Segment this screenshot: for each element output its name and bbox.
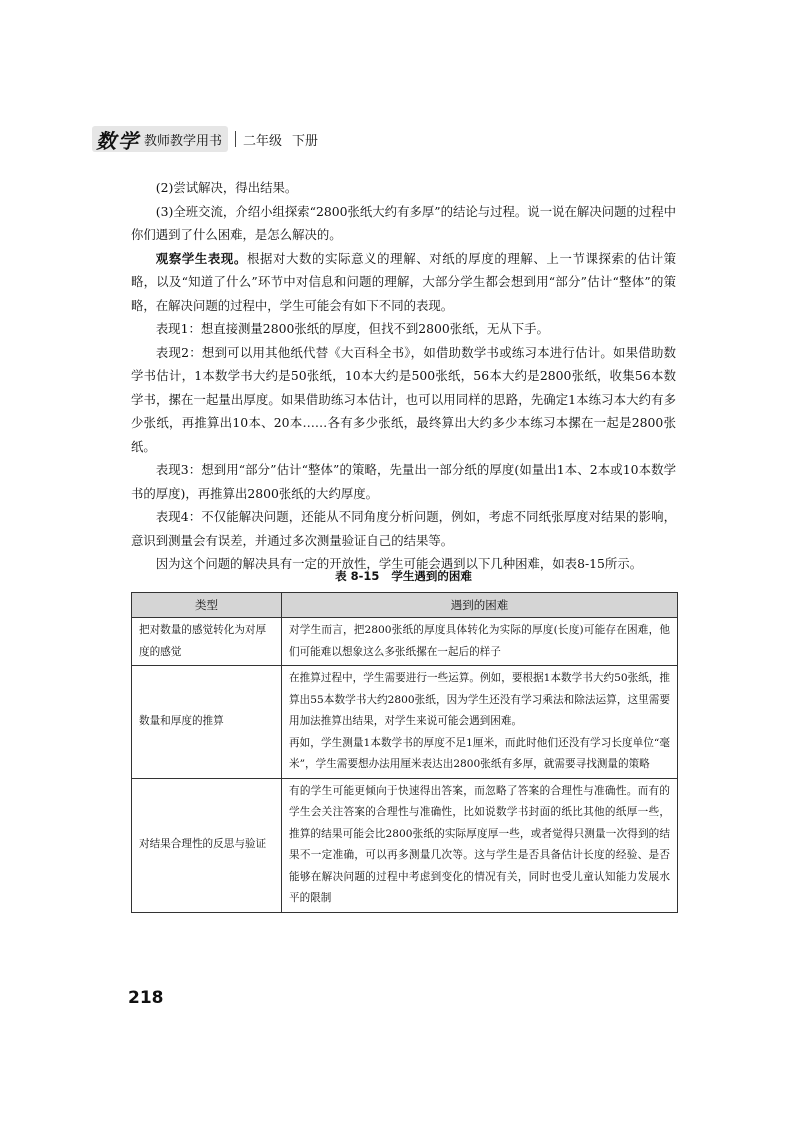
book-logo	[92, 126, 228, 152]
paragraph-performance-2: 表现2：想到可以用其他纸代替《大百科全书》，如借助数学书或练习本进行估计。如果借助数学书估计，1本数学书大约是50张纸，10本大约是500张纸，56本大约是2800张纸，收集56本数学书，摞在一起量出厚度。如果借助练习本估计，也可以用同样的思路，先确定1本练习本大约有多少张纸，再推算出10本、20本……各有多少张纸，最终算出大约多少本练习本摞在一起是2800张纸。	[131, 344, 676, 454]
paragraph-step-2: (2)尝试解决，得出结果。	[155, 180, 298, 195]
paragraph-observe	[131, 247, 676, 318]
observe-text: 根据对大数的实际意义的理解、对纸的厚度的理解、上一节课探索的估计策略，以及“知道了什么”环节中对信息和问题的理解，大部分学生都会想到用“部分”估计“整体”的策略，在解决问题的过程中，学生可能会有如下不同的表现。	[131, 250, 677, 313]
body-text	[131, 176, 676, 576]
book-subtitle: 教师教学用书	[144, 133, 223, 149]
cell-difficulty	[282, 666, 678, 779]
table-row	[132, 666, 678, 779]
cell-type: 数量和厚度的推算	[132, 666, 282, 779]
table-header-row	[132, 593, 678, 618]
header-grade: 二年级	[243, 133, 283, 149]
paragraph-difficulties-intro: 因为这个问题的解决具有一定的开放性，学生可能会遇到以下几种困难，如表8-15所示。	[155, 556, 643, 571]
paragraph-performance-4: 表现4：不仅能解决问题，还能从不同角度分析问题，例如，考虑不同纸张厚度对结果的影响，意识到测量会有误差，并通过多次测量验证自己的结果等。	[131, 509, 676, 548]
table-caption	[131, 568, 676, 584]
header-volume: 下册	[292, 133, 319, 149]
logo-char-1: 数	[96, 128, 116, 153]
difficulty-text: 有的学生可能更倾向于快速得出答案，而忽略了答案的合理性与准确性。而有的学生会关注答案的合理性与准确性，比如说数学书封面的纸比其他的纸厚一些，推算的结果可能会比2800张纸的实际厚度厚一些，或者觉得只测量一次得到的结果不一定准确，可以再多测量几次等。这与学生是否具备估计长度的经验、是否能够在解决问题的过程中考虑到变化的情况有关，同时也受儿童认知能力发展水平的限制	[289, 784, 670, 904]
cell-difficulty	[282, 778, 678, 912]
paragraph-performance-1: 表现1：想直接测量2800张纸的厚度，但找不到2800张纸，无从下手。	[155, 321, 549, 336]
header-divider	[235, 131, 236, 147]
cell-type: 把对数量的感觉转化为对厚度的感觉	[132, 618, 282, 666]
observe-heading: 观察学生表现。	[155, 250, 247, 266]
table-caption-number: 表 8-15	[335, 569, 380, 583]
difficulty-text: 再如，学生测量1本数学书的厚度不足1厘米，而此时他们还没有学习长度单位“毫米”，学生需要想办法用厘米表达出2800张纸有多厚，就需要寻找测量的策略	[289, 736, 670, 770]
difficulty-text: 对学生而言，把2800张纸的厚度具体转化为实际的厚度(长度)可能存在困难，他们可能难以想象这么多张纸摞在一起后的样子	[289, 624, 670, 658]
difficulties-table	[131, 592, 678, 913]
column-header-type: 类型	[132, 593, 282, 618]
table-caption-title: 学生遇到的困难	[391, 569, 472, 583]
table-row	[132, 618, 678, 666]
running-header	[92, 126, 412, 152]
cell-type: 对结果合理性的反思与验证	[132, 778, 282, 912]
page-number: 218	[128, 988, 164, 1008]
cell-difficulty	[282, 618, 678, 666]
logo-char-2: 学	[118, 128, 138, 153]
paragraph-step-3: (3)全班交流，介绍小组探索“2800张纸大约有多厚”的结论与过程。说一说在解决问题的过程中你们遇到了什么困难，是怎么解决的。	[131, 203, 677, 242]
column-header-difficulty: 遇到的困难	[282, 593, 678, 618]
table-row	[132, 778, 678, 912]
paragraph-performance-3: 表现3：想到用“部分”估计“整体”的策略，先量出一部分纸的厚度(如量出1本、2本或10本数学书的厚度)，再推算出2800张纸的大约厚度。	[131, 462, 676, 501]
difficulty-text: 在推算过程中，学生需要进行一些运算。例如，要根据1本数学书大约50张纸，推算出55本数学书大约2800张纸，因为学生还没有学习乘法和除法运算，这里需要用加法推算出结果，对学生来说可能会遇到困难。	[289, 672, 670, 727]
